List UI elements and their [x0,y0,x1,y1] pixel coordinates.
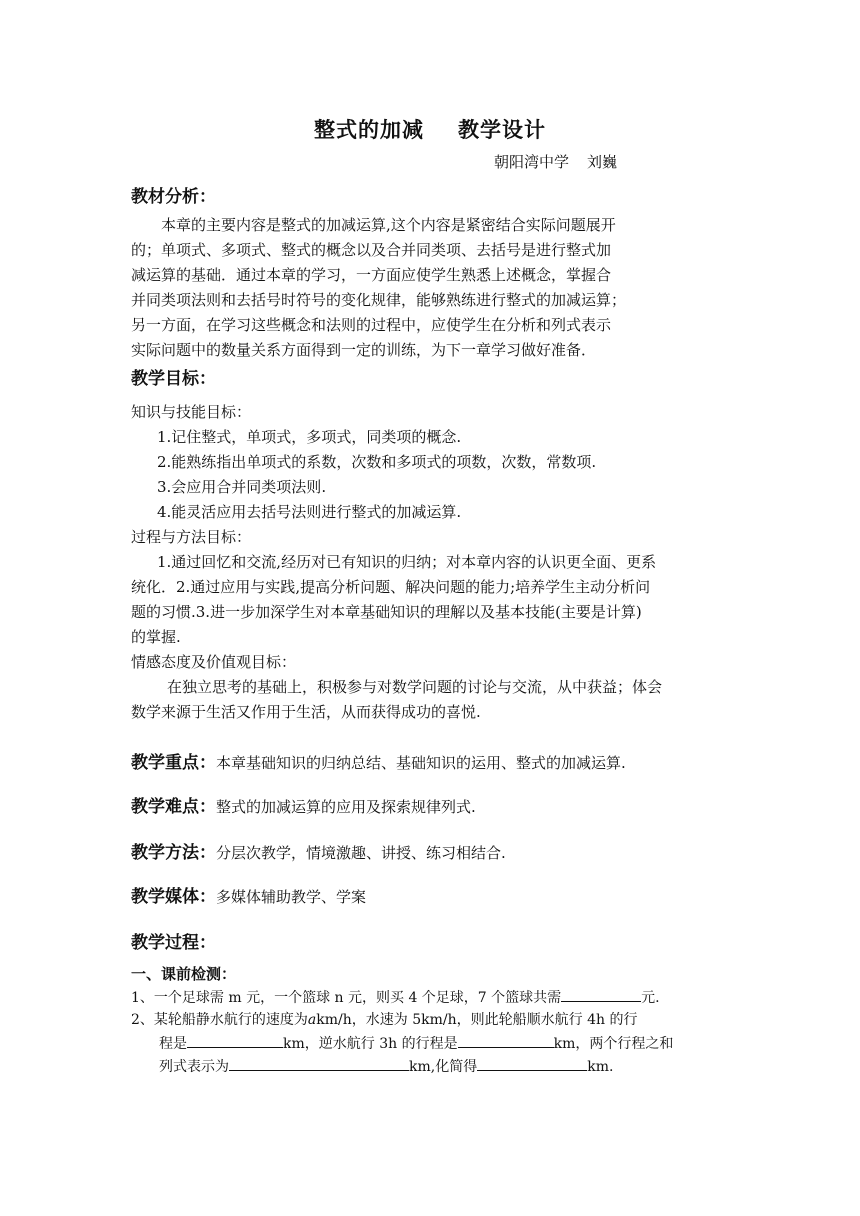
q2-text-g: km,化简得 [409,1059,478,1075]
analysis-line: 的；单项式、多项式、整式的概念以及合并同类项、去括号是进行整式加 [131,241,612,259]
knowledge-item: 4.能灵活应用去括号法则进行整式的加减运算. [157,503,462,521]
q2-var: a [307,1012,317,1028]
q2-text-b: km/h，水速为 5km/h，则此轮船顺水航行 4h 的行 [316,1012,638,1028]
methods-heading: 教学方法： [131,843,216,863]
author-school: 朝阳湾中学 [494,153,570,171]
author-line [494,151,617,172]
question-2-line2 [159,1032,673,1053]
analysis-line: 并同类项法则和去括号时符号的变化规律，能够熟练进行整式的加减运算； [131,291,627,309]
process-label: 过程与方法目标： [131,528,252,546]
q2-blank-3[interactable] [229,1055,409,1071]
q2-text-c: 程是 [159,1036,187,1052]
media-heading: 教学媒体： [131,887,216,907]
emotion-line: 数学来源于生活又作用于生活，从而获得成功的喜悦. [131,703,481,721]
document-title [0,114,860,144]
media-text: 多媒体辅助教学、学案 [216,888,367,906]
analysis-line: 实际问题中的数量关系方面得到一定的训练，为下一章学习做好准备． [131,341,597,359]
process-line: 题的习惯.3.进一步加深学生对本章基础知识的理解以及基本技能(主要是计算) [131,603,642,621]
title-part1: 整式的加减 [314,118,424,142]
methods-row [131,838,506,863]
q2-text-d: km，逆水航行 3h 的行程是 [283,1036,458,1052]
media-row [131,882,366,907]
q2-blank-4[interactable] [477,1055,587,1071]
key-points-text: 本章基础知识的归纳总结、基础知识的运用、整式的加减运算. [216,754,626,772]
question-2-line3 [159,1055,613,1076]
q2-blank-1[interactable] [187,1032,283,1048]
pre-check-heading: 一、课前检测： [131,965,237,983]
analysis-paragraph [131,213,731,363]
knowledge-label: 知识与技能目标： [131,403,252,421]
difficulties-text: 整式的加减运算的应用及探索规律列式. [216,798,476,816]
goals-heading: 教学目标： [131,369,216,389]
difficulties-row [131,792,476,817]
q2-text-h: km. [587,1059,614,1075]
q2-blank-2[interactable] [458,1032,554,1048]
question-2-line1 [131,1009,637,1029]
process-line: 统化．2.通过应用与实践,提高分析问题、解决问题的能力;培养学生主动分析问 [131,578,651,596]
q1-unit: 元. [641,990,660,1006]
analysis-line: 另一方面，在学习这些概念和法则的过程中，应使学生在分析和列式表示 [131,316,612,334]
knowledge-item: 1.记住整式，单项式，多项式，同类项的概念. [157,428,462,446]
methods-text: 分层次教学，情境激趣、讲授、练习相结合. [216,844,506,862]
emotion-line: 在独立思考的基础上，积极参与对数学问题的讨论与交流，从中获益；体会 [167,678,663,696]
process-line: 1.通过回忆和交流,经历对已有知识的归纳；对本章内容的认识更全面、更系 [157,553,657,571]
author-name: 刘巍 [587,153,618,171]
process-line: 的掌握. [131,628,181,646]
q1-blank[interactable] [561,986,641,1002]
analysis-heading: 教材分析： [131,187,216,207]
key-points-row [131,748,626,773]
analysis-line: 本章的主要内容是整式的加减运算,这个内容是紧密结合实际问题展开 [161,216,616,234]
analysis-line: 减运算的基础．通过本章的学习，一方面应使学生熟悉上述概念，掌握合 [131,266,612,284]
goals-section [131,400,731,725]
knowledge-item: 3.会应用合并同类项法则. [157,478,327,496]
key-points-heading: 教学重点： [131,753,216,773]
emotion-label: 情感态度及价值观目标： [131,653,297,671]
difficulties-heading: 教学难点： [131,797,216,817]
process-heading: 教学过程： [131,933,216,953]
question-1 [131,986,660,1007]
q2-text-a: 2、某轮船静水航行的速度为 [131,1012,308,1028]
knowledge-item: 2.能熟练指出单项式的系数，次数和多项式的项数，次数，常数项. [157,453,597,471]
q2-text-f: 列式表示为 [159,1059,229,1075]
title-part2: 教学设计 [458,118,546,142]
q2-text-e: km，两个行程之和 [553,1036,674,1052]
q1-text: 1、一个足球需 m 元，一个篮球 n 元，则买 4 个足球，7 个篮球共需 [131,990,562,1006]
